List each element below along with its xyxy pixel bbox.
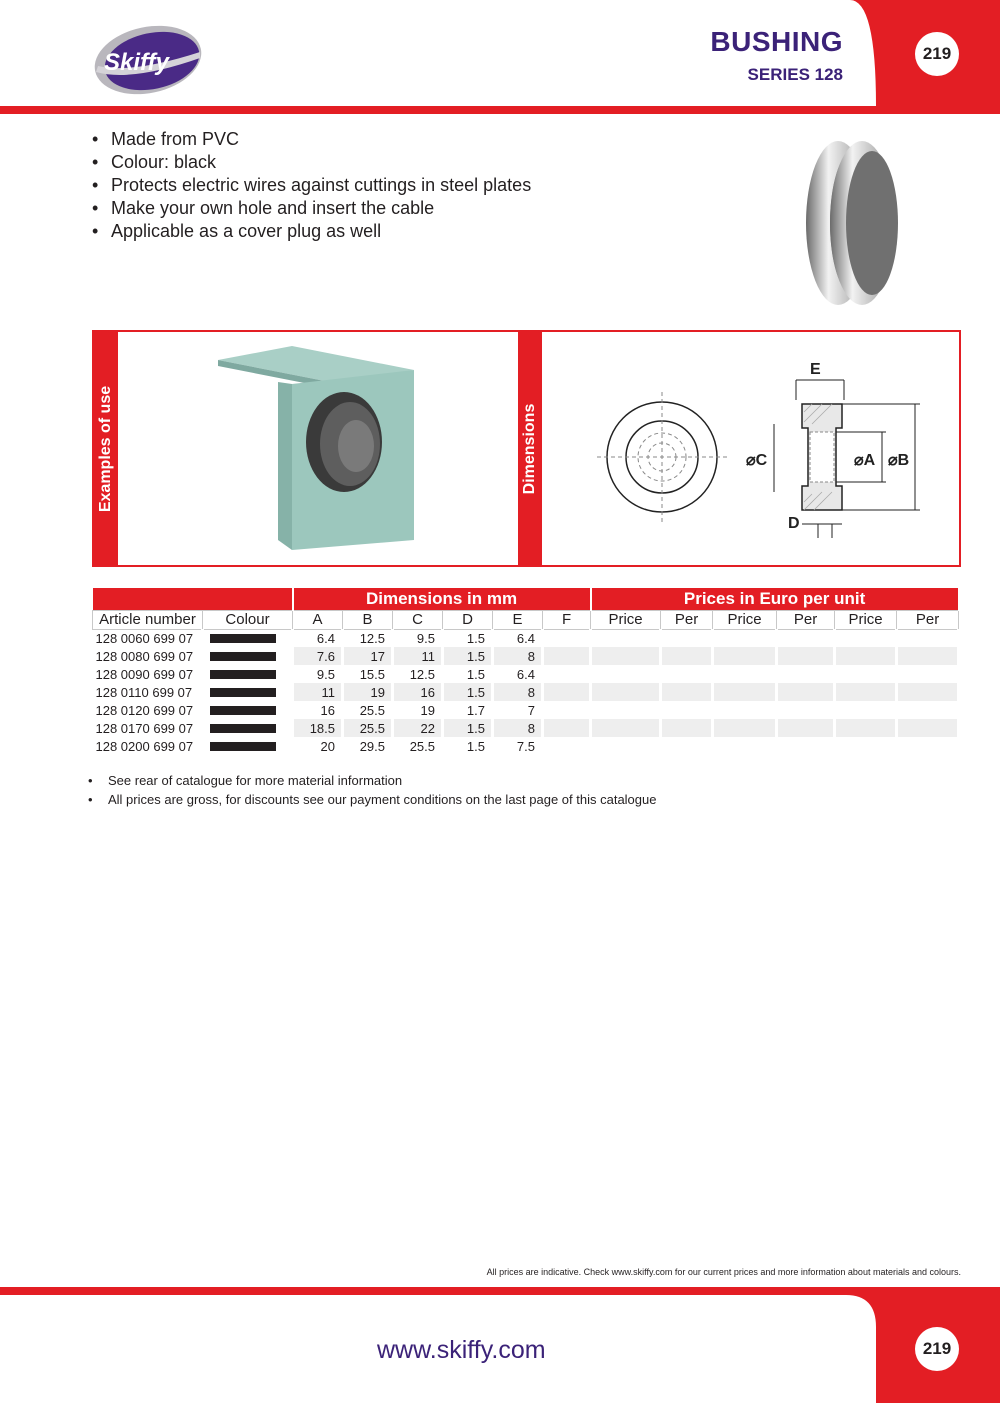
bushing-product-image [800, 138, 910, 308]
table-row [93, 701, 959, 719]
cell-e: 8 [493, 683, 543, 701]
table-row [93, 647, 959, 665]
cell-d: 1.5 [443, 665, 493, 683]
cell-e: 6.4 [493, 665, 543, 683]
colour-swatch [203, 683, 293, 701]
col-header: E [493, 610, 543, 629]
page-title: BUSHING [710, 26, 843, 57]
note-item: • See rear of catalogue for more material information [88, 773, 403, 788]
cell-a: 7.6 [293, 647, 343, 665]
dimensions-tab [518, 332, 542, 565]
col-header: Price [713, 610, 777, 629]
colour-swatch [203, 665, 293, 683]
cell-e: 8 [493, 647, 543, 665]
cell-e: 6.4 [493, 629, 543, 647]
feature-list [92, 128, 531, 243]
article-number: 128 0200 699 07 [93, 737, 203, 755]
svg-text:⌀A: ⌀A [854, 452, 876, 469]
colour-swatch [203, 701, 293, 719]
feature-item: • Applicable as a cover plug as well [92, 221, 382, 241]
col-header: Per [897, 610, 959, 629]
cell-d: 1.7 [443, 701, 493, 719]
cell-e: 7 [493, 701, 543, 719]
feature-item: • Colour: black [92, 152, 217, 172]
cell-d: 1.5 [443, 647, 493, 665]
cell-a: 6.4 [293, 629, 343, 647]
illustration-panel [92, 330, 961, 567]
price-disclaimer: All prices are indicative. Check www.skiffy.com for our current prices and more information about materials and colours. [486, 1267, 961, 1277]
cell-d: 1.5 [443, 683, 493, 701]
cell-b: 15.5 [343, 665, 393, 683]
table-header-blank [93, 588, 293, 610]
article-number: 128 0170 699 07 [93, 719, 203, 737]
cell-d: 1.5 [443, 719, 493, 737]
col-header: Price [591, 610, 661, 629]
page-number-bottom: 219 [915, 1327, 959, 1371]
logo-wordmark: Skiffy [104, 49, 169, 76]
col-header: B [343, 610, 393, 629]
example-of-use-image [118, 332, 518, 565]
col-header: D [443, 610, 493, 629]
cell-e: 7.5 [493, 737, 543, 755]
cell-c: 25.5 [393, 737, 443, 755]
col-header: Per [777, 610, 835, 629]
dimension-drawing [542, 332, 959, 565]
col-header: Per [661, 610, 713, 629]
table-row [93, 683, 959, 701]
cell-b: 12.5 [343, 629, 393, 647]
notes-list [88, 771, 656, 809]
col-header: Article number [93, 610, 203, 629]
svg-text:⌀B: ⌀B [888, 452, 910, 469]
dim-letter-a: A [863, 452, 876, 469]
cell-b: 25.5 [343, 719, 393, 737]
dim-letter-e: E [810, 361, 821, 378]
prices-header: Prices in Euro per unit [591, 588, 959, 610]
cell-c: 22 [393, 719, 443, 737]
website-link[interactable]: www.skiffy.com [377, 1336, 546, 1364]
col-header: A [293, 610, 343, 629]
dimensions-header: Dimensions in mm [293, 588, 591, 610]
examples-label: Examples of use [97, 385, 114, 512]
cell-c: 12.5 [393, 665, 443, 683]
cell-c: 19 [393, 701, 443, 719]
cell-a: 11 [293, 683, 343, 701]
col-header: C [393, 610, 443, 629]
colour-swatch [203, 737, 293, 755]
page-number-top: 219 [915, 32, 959, 76]
col-header: Price [835, 610, 897, 629]
cell-a: 16 [293, 701, 343, 719]
svg-text:⌀C: ⌀C [746, 452, 768, 469]
col-header: Colour [203, 610, 293, 629]
cell-b: 25.5 [343, 701, 393, 719]
table-row [93, 719, 959, 737]
table-row [93, 629, 959, 647]
cell-b: 29.5 [343, 737, 393, 755]
dimensions-label: Dimensions [521, 403, 538, 494]
colour-swatch [203, 629, 293, 647]
feature-item: • Protects electric wires against cuttings in steel plates [92, 175, 532, 195]
article-number: 128 0110 699 07 [93, 683, 203, 701]
table-row [93, 665, 959, 683]
cell-c: 11 [393, 647, 443, 665]
table-row [93, 737, 959, 755]
dimensions-price-table [92, 588, 960, 755]
article-number: 128 0090 699 07 [93, 665, 203, 683]
cell-c: 9.5 [393, 629, 443, 647]
cell-a: 18.5 [293, 719, 343, 737]
examples-tab [94, 332, 118, 565]
colour-swatch [203, 647, 293, 665]
article-number: 128 0080 699 07 [93, 647, 203, 665]
dim-letter-d: D [788, 515, 800, 532]
feature-item: • Make your own hole and insert the cable [92, 198, 435, 218]
cell-b: 17 [343, 647, 393, 665]
colour-swatch [203, 719, 293, 737]
cell-d: 1.5 [443, 737, 493, 755]
cell-e: 8 [493, 719, 543, 737]
feature-item: • Made from PVC [92, 129, 240, 149]
cell-a: 20 [293, 737, 343, 755]
dim-letter-b: B [897, 452, 910, 469]
note-item: • All prices are gross, for discounts see our payment conditions on the last page of this catalogue [88, 792, 657, 807]
page-subtitle: SERIES 128 [747, 65, 843, 84]
article-number: 128 0120 699 07 [93, 701, 203, 719]
cell-a: 9.5 [293, 665, 343, 683]
cell-c: 16 [393, 683, 443, 701]
skiffy-logo [92, 22, 204, 98]
dim-letter-c: C [755, 452, 768, 469]
article-number: 128 0060 699 07 [93, 629, 203, 647]
col-header: F [543, 610, 591, 629]
cell-d: 1.5 [443, 629, 493, 647]
cell-b: 19 [343, 683, 393, 701]
